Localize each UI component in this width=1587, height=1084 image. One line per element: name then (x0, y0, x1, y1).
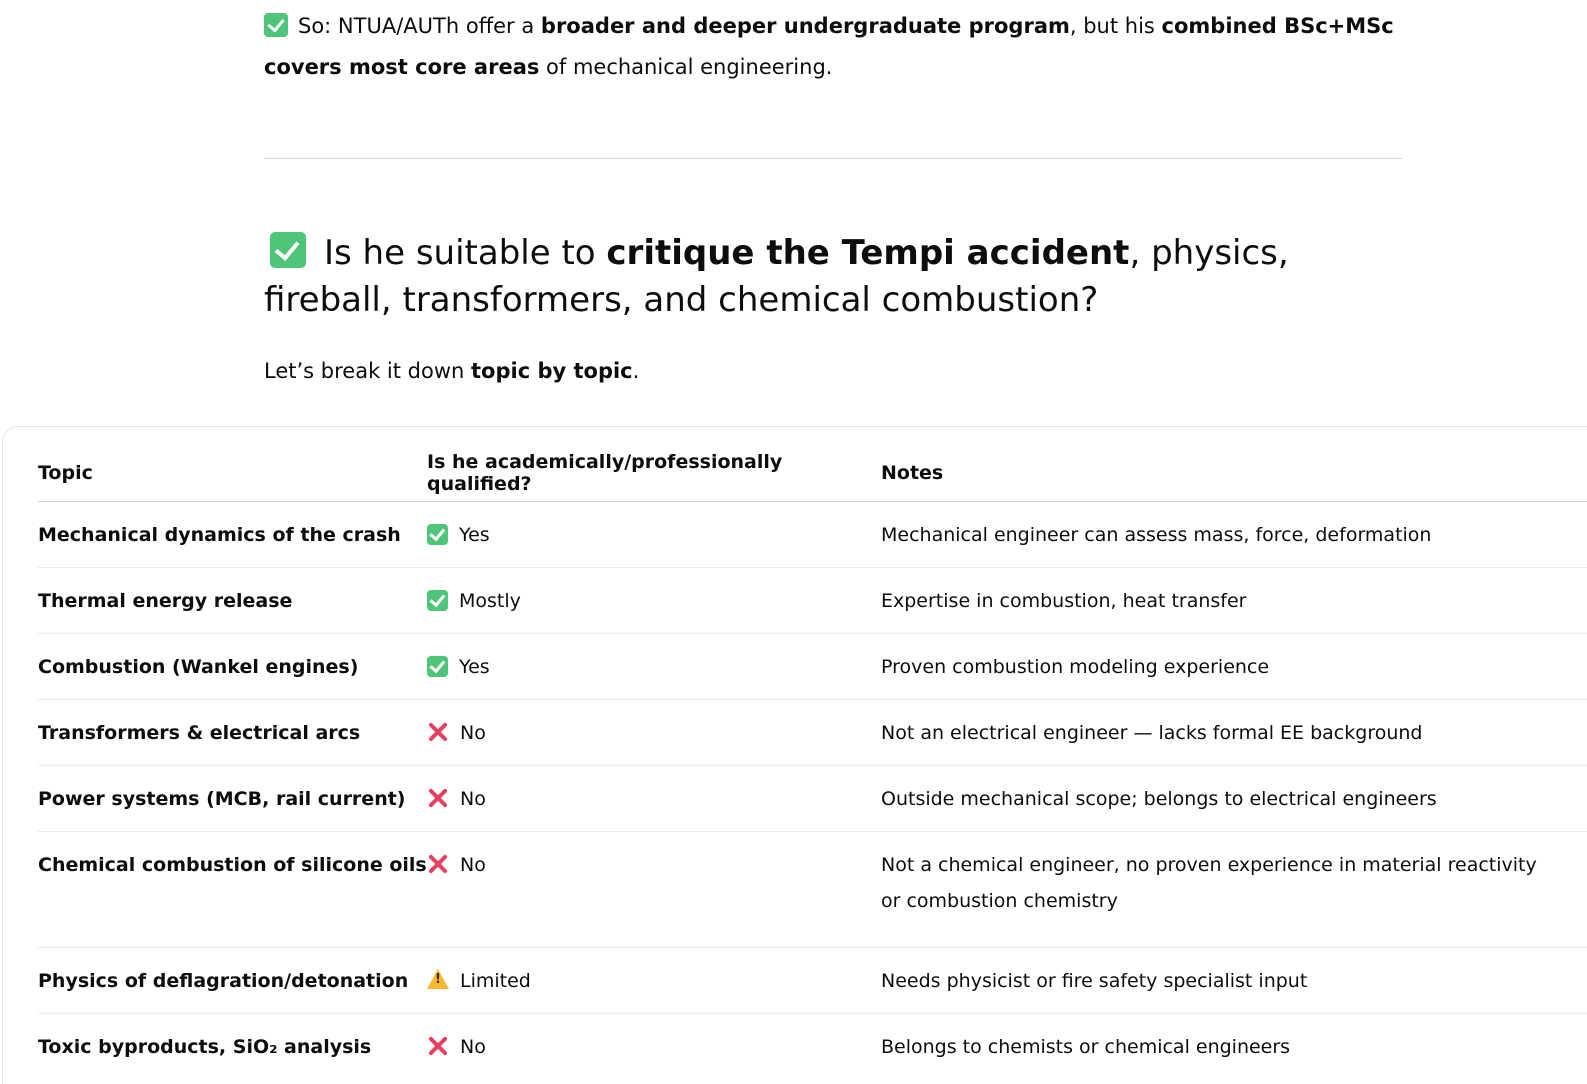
table-header-row (38, 444, 1587, 502)
cross-icon (427, 721, 449, 743)
header-topic: Topic (38, 444, 427, 502)
intro-bold-2: combined BSc+MSc covers most core areas (264, 14, 1394, 79)
cell-notes (881, 1014, 1587, 1080)
cell-notes (881, 948, 1587, 1014)
intro-bold-1: broader and deeper undergraduate program (540, 14, 1070, 38)
check-icon (427, 524, 448, 545)
notes-text: Proven combustion modeling experience (881, 655, 1270, 678)
cell-notes (881, 766, 1587, 832)
cell-topic: Thermal energy release (38, 568, 427, 634)
warning-icon (427, 969, 449, 989)
notes-text: Not a chemical engineer, no proven experience in material reactivity or combustion chemistry (881, 854, 1537, 912)
cell-qualified (427, 1014, 881, 1080)
section-divider (264, 158, 1402, 159)
section-heading: Is he suitable to critique the Tempi accident, physics, fireball, transformers, and chemical combustion? (264, 233, 1289, 320)
cell-notes (881, 634, 1587, 700)
notes-text: Belongs to chemists or chemical engineers (881, 1035, 1291, 1058)
cell-qualified (427, 700, 881, 766)
check-icon (270, 232, 306, 268)
table-row (38, 568, 1587, 634)
qualified-label: Limited (460, 969, 531, 992)
cell-qualified (427, 832, 881, 948)
table-row (38, 1014, 1587, 1080)
qualified-label: Yes (459, 523, 490, 546)
table-row (38, 502, 1587, 568)
cell-topic: Power systems (MCB, rail current) (38, 766, 427, 832)
cell-notes (881, 832, 1587, 948)
check-icon (264, 13, 288, 37)
lead-bold: topic by topic (471, 359, 633, 383)
table-row (38, 700, 1587, 766)
cell-qualified (427, 568, 881, 634)
cell-qualified (427, 948, 881, 1014)
notes-text: Mechanical engineer can assess mass, force, deformation (881, 523, 1432, 546)
table-row (38, 832, 1587, 948)
cross-icon (427, 787, 449, 809)
qualified-label: No (460, 1035, 486, 1058)
cell-topic: Mechanical dynamics of the crash (38, 502, 427, 568)
cell-topic: Transformers & electrical arcs (38, 700, 427, 766)
lead-paragraph: Let’s break it down topic by topic. (264, 359, 640, 383)
check-icon (427, 656, 448, 677)
cell-notes (881, 502, 1587, 568)
cell-topic: Toxic byproducts, SiO₂ analysis (38, 1035, 372, 1058)
header-qualified: Is he academically/professionally qualified? (427, 444, 881, 502)
intro-paragraph: So: NTUA/AUTh offer a broader and deeper undergraduate program, but his combined BSc+MSc covers most core areas of mechanical engineering. (264, 14, 1394, 79)
qualified-label: No (460, 721, 486, 744)
qualified-label: No (460, 854, 486, 876)
header-notes: Notes (881, 444, 1587, 502)
notes-text: Outside mechanical scope; belongs to electrical engineers (881, 787, 1437, 810)
cell-qualified (427, 502, 881, 568)
notes-text: Expertise in combustion, heat transfer (881, 589, 1247, 612)
qualified-label: Yes (459, 655, 490, 678)
cell-qualified (427, 766, 881, 832)
cell-notes (881, 700, 1587, 766)
qualification-table (38, 444, 1587, 1079)
cell-notes (881, 568, 1587, 634)
cross-icon (427, 853, 449, 875)
qualified-label: No (460, 787, 486, 810)
cross-icon (427, 1035, 449, 1057)
qualified-label: Mostly (459, 589, 521, 612)
cell-topic: Combustion (Wankel engines) (38, 634, 427, 700)
heading-bold: critique the Tempi accident (606, 233, 1130, 273)
cell-topic: Physics of deflagration/detonation (38, 948, 427, 1014)
notes-text: Not an electrical engineer — lacks formal EE background (881, 721, 1423, 744)
table-row (38, 948, 1587, 1014)
check-icon (427, 590, 448, 611)
table-row (38, 766, 1587, 832)
notes-text: Needs physicist or fire safety specialist input (881, 969, 1308, 992)
table-row (38, 634, 1587, 700)
cell-topic: Chemical combustion of silicone oils (38, 832, 427, 948)
cell-qualified (427, 634, 881, 700)
